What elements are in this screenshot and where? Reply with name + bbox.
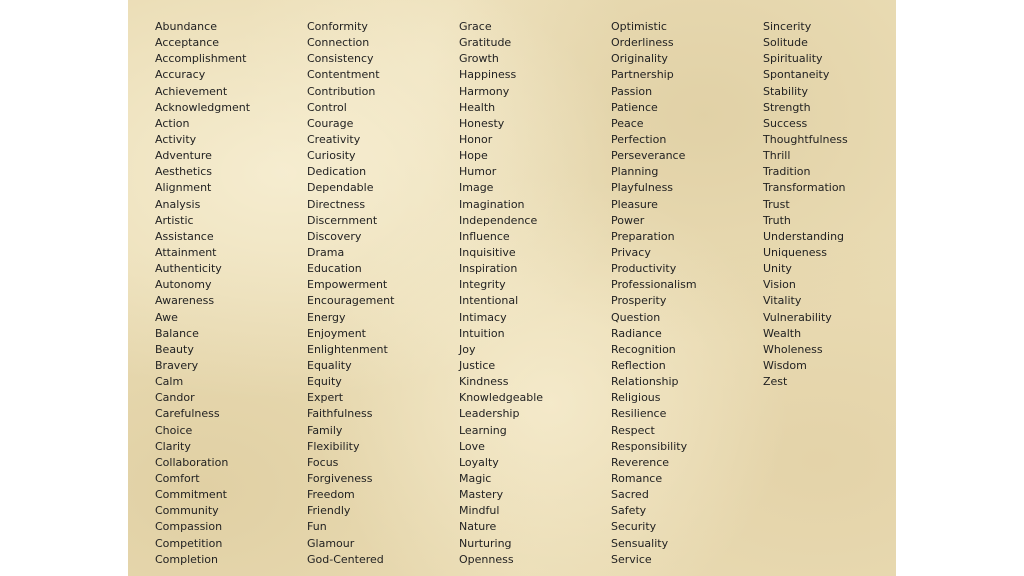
value-word: Health xyxy=(459,100,496,114)
value-word: Competition xyxy=(155,536,223,550)
value-word: Faithfulness xyxy=(307,407,373,421)
value-word: Responsibility xyxy=(611,439,688,453)
value-word: Tradition xyxy=(763,165,811,179)
value-word: Respect xyxy=(611,423,655,437)
value-word: Humor xyxy=(459,165,497,179)
values-column-2 xyxy=(307,19,457,568)
value-word: Glamour xyxy=(307,536,355,550)
value-word: Peace xyxy=(611,116,644,130)
value-word: Strength xyxy=(763,100,811,114)
values-column-1 xyxy=(155,19,305,568)
values-column-3 xyxy=(459,19,609,568)
value-word: Patience xyxy=(611,100,658,114)
value-word: Intentional xyxy=(459,294,519,308)
value-word: Consistency xyxy=(307,52,374,66)
value-word: Sacred xyxy=(611,488,649,502)
value-word: God-Centered xyxy=(307,552,384,566)
value-word: Integrity xyxy=(459,278,506,292)
value-word: Uniqueness xyxy=(763,245,828,259)
value-word: Directness xyxy=(307,197,366,211)
value-word: Drama xyxy=(307,245,345,259)
value-word: Joy xyxy=(459,342,476,356)
value-word: Family xyxy=(307,423,343,437)
value-word: Discovery xyxy=(307,229,362,243)
value-word: Action xyxy=(155,116,190,130)
value-word: Safety xyxy=(611,504,647,518)
value-word: Planning xyxy=(611,165,659,179)
value-word: Spontaneity xyxy=(763,68,830,82)
value-word: Achievement xyxy=(155,84,228,98)
value-word: Power xyxy=(611,213,645,227)
value-word: Magic xyxy=(459,471,492,485)
value-word: Focus xyxy=(307,455,339,469)
value-word: Accuracy xyxy=(155,68,206,82)
value-word: Passion xyxy=(611,84,653,98)
value-word: Grace xyxy=(459,20,492,33)
value-word: Religious xyxy=(611,391,661,405)
value-word: Candor xyxy=(155,391,195,405)
value-word: Honesty xyxy=(459,116,505,130)
value-word: Gratitude xyxy=(459,36,512,50)
value-word: Originality xyxy=(611,52,668,66)
value-word: Comfort xyxy=(155,471,200,485)
value-word: Commitment xyxy=(155,488,227,502)
value-word: Vitality xyxy=(763,294,802,308)
value-word: Acceptance xyxy=(155,36,220,50)
value-word: Honor xyxy=(459,132,493,146)
value-word: Awareness xyxy=(155,294,215,308)
value-word: Discernment xyxy=(307,213,378,227)
value-word: Vulnerability xyxy=(763,310,832,324)
value-word: Mastery xyxy=(459,488,504,502)
value-word: Openness xyxy=(459,552,514,566)
value-word: Professionalism xyxy=(611,278,697,292)
value-word: Intuition xyxy=(459,326,505,340)
value-word: Harmony xyxy=(459,84,510,98)
value-word: Flexibility xyxy=(307,439,360,453)
value-word: Dedication xyxy=(307,165,367,179)
value-word: Beauty xyxy=(155,342,194,356)
value-word: Resilience xyxy=(611,407,667,421)
value-word: Knowledgeable xyxy=(459,391,544,405)
value-word: Contentment xyxy=(307,68,380,82)
value-word: Contribution xyxy=(307,84,376,98)
value-word: Choice xyxy=(155,423,193,437)
value-word: Question xyxy=(611,310,661,324)
value-word: Energy xyxy=(307,310,346,324)
value-word: Playfulness xyxy=(611,181,674,195)
value-word: Relationship xyxy=(611,375,679,389)
value-word: Productivity xyxy=(611,262,677,276)
value-word: Independence xyxy=(459,213,538,227)
value-word: Kindness xyxy=(459,375,509,389)
value-word: Freedom xyxy=(307,488,355,502)
value-word: Control xyxy=(307,100,347,114)
value-word: Unity xyxy=(763,262,792,276)
value-word: Encouragement xyxy=(307,294,395,308)
value-word: Trust xyxy=(763,197,790,211)
value-word: Friendly xyxy=(307,504,351,518)
value-word: Artistic xyxy=(155,213,194,227)
value-word: Forgiveness xyxy=(307,471,373,485)
value-word: Wisdom xyxy=(763,358,807,372)
value-word: Influence xyxy=(459,229,510,243)
value-word: Radiance xyxy=(611,326,662,340)
value-word: Romance xyxy=(611,471,663,485)
value-word: Recognition xyxy=(611,342,676,356)
value-word: Thoughtfulness xyxy=(763,132,848,146)
value-word: Optimistic xyxy=(611,20,667,33)
value-word: Accomplishment xyxy=(155,52,247,66)
value-word: Leadership xyxy=(459,407,520,421)
value-word: Orderliness xyxy=(611,36,674,50)
value-word: Curiosity xyxy=(307,149,356,163)
value-word: Connection xyxy=(307,36,370,50)
value-word: Completion xyxy=(155,552,219,566)
value-word: Imagination xyxy=(459,197,525,211)
value-word: Fun xyxy=(307,520,327,534)
value-word: Growth xyxy=(459,52,499,66)
value-word: Conformity xyxy=(307,20,368,33)
value-word: Truth xyxy=(763,213,791,227)
value-word: Creativity xyxy=(307,132,361,146)
value-word: Prosperity xyxy=(611,294,667,308)
value-word: Equity xyxy=(307,375,342,389)
value-word: Nature xyxy=(459,520,497,534)
value-word: Analysis xyxy=(155,197,201,211)
value-word: Reverence xyxy=(611,455,670,469)
value-word: Stability xyxy=(763,84,809,98)
value-word: Aesthetics xyxy=(155,165,213,179)
value-word: Equality xyxy=(307,358,352,372)
value-word: Love xyxy=(459,439,485,453)
value-word: Spirituality xyxy=(763,52,823,66)
value-word: Thrill xyxy=(763,149,791,163)
value-word: Alignment xyxy=(155,181,212,195)
value-word: Clarity xyxy=(155,439,191,453)
value-word: Happiness xyxy=(459,68,517,82)
value-word: Wholeness xyxy=(763,342,823,356)
value-word: Sensuality xyxy=(611,536,669,550)
value-word: Awe xyxy=(155,310,178,324)
value-word: Perseverance xyxy=(611,149,686,163)
value-word: Compassion xyxy=(155,520,223,534)
value-word: Inquisitive xyxy=(459,245,516,259)
value-word: Intimacy xyxy=(459,310,507,324)
value-word: Community xyxy=(155,504,219,518)
value-word: Assistance xyxy=(155,229,214,243)
value-word: Solitude xyxy=(763,36,808,50)
value-word: Abundance xyxy=(155,20,217,33)
value-word: Image xyxy=(459,181,494,195)
value-word: Understanding xyxy=(763,229,845,243)
value-word: Pleasure xyxy=(611,197,658,211)
values-slide xyxy=(128,0,896,576)
value-word: Zest xyxy=(763,375,788,389)
value-word: Loyalty xyxy=(459,455,499,469)
value-word: Adventure xyxy=(155,149,212,163)
value-word: Reflection xyxy=(611,358,666,372)
value-word: Calm xyxy=(155,375,184,389)
value-word: Success xyxy=(763,116,808,130)
value-word: Transformation xyxy=(763,181,846,195)
values-column-5 xyxy=(763,19,896,390)
value-word: Inspiration xyxy=(459,262,518,276)
value-word: Sincerity xyxy=(763,20,812,33)
value-word: Partnership xyxy=(611,68,674,82)
value-word: Privacy xyxy=(611,245,651,259)
value-word: Balance xyxy=(155,326,199,340)
value-word: Dependable xyxy=(307,181,374,195)
value-word: Expert xyxy=(307,391,344,405)
value-word: Attainment xyxy=(155,245,217,259)
value-word: Perfection xyxy=(611,132,667,146)
value-word: Collaboration xyxy=(155,455,229,469)
value-word: Wealth xyxy=(763,326,802,340)
value-word: Enlightenment xyxy=(307,342,388,356)
value-word: Acknowledgment xyxy=(155,100,251,114)
value-word: Hope xyxy=(459,149,488,163)
value-word: Activity xyxy=(155,132,197,146)
value-word: Bravery xyxy=(155,358,199,372)
value-word: Enjoyment xyxy=(307,326,366,340)
value-word: Nurturing xyxy=(459,536,512,550)
value-word: Authenticity xyxy=(155,262,222,276)
value-word: Vision xyxy=(763,278,796,292)
value-word: Justice xyxy=(459,358,496,372)
value-word: Empowerment xyxy=(307,278,388,292)
value-word: Mindful xyxy=(459,504,500,518)
value-word: Autonomy xyxy=(155,278,212,292)
value-word: Service xyxy=(611,552,652,566)
value-word: Carefulness xyxy=(155,407,220,421)
values-column-4 xyxy=(611,19,761,568)
value-word: Education xyxy=(307,262,362,276)
value-word: Preparation xyxy=(611,229,675,243)
value-word: Learning xyxy=(459,423,507,437)
value-word: Courage xyxy=(307,116,354,130)
value-word: Security xyxy=(611,520,657,534)
